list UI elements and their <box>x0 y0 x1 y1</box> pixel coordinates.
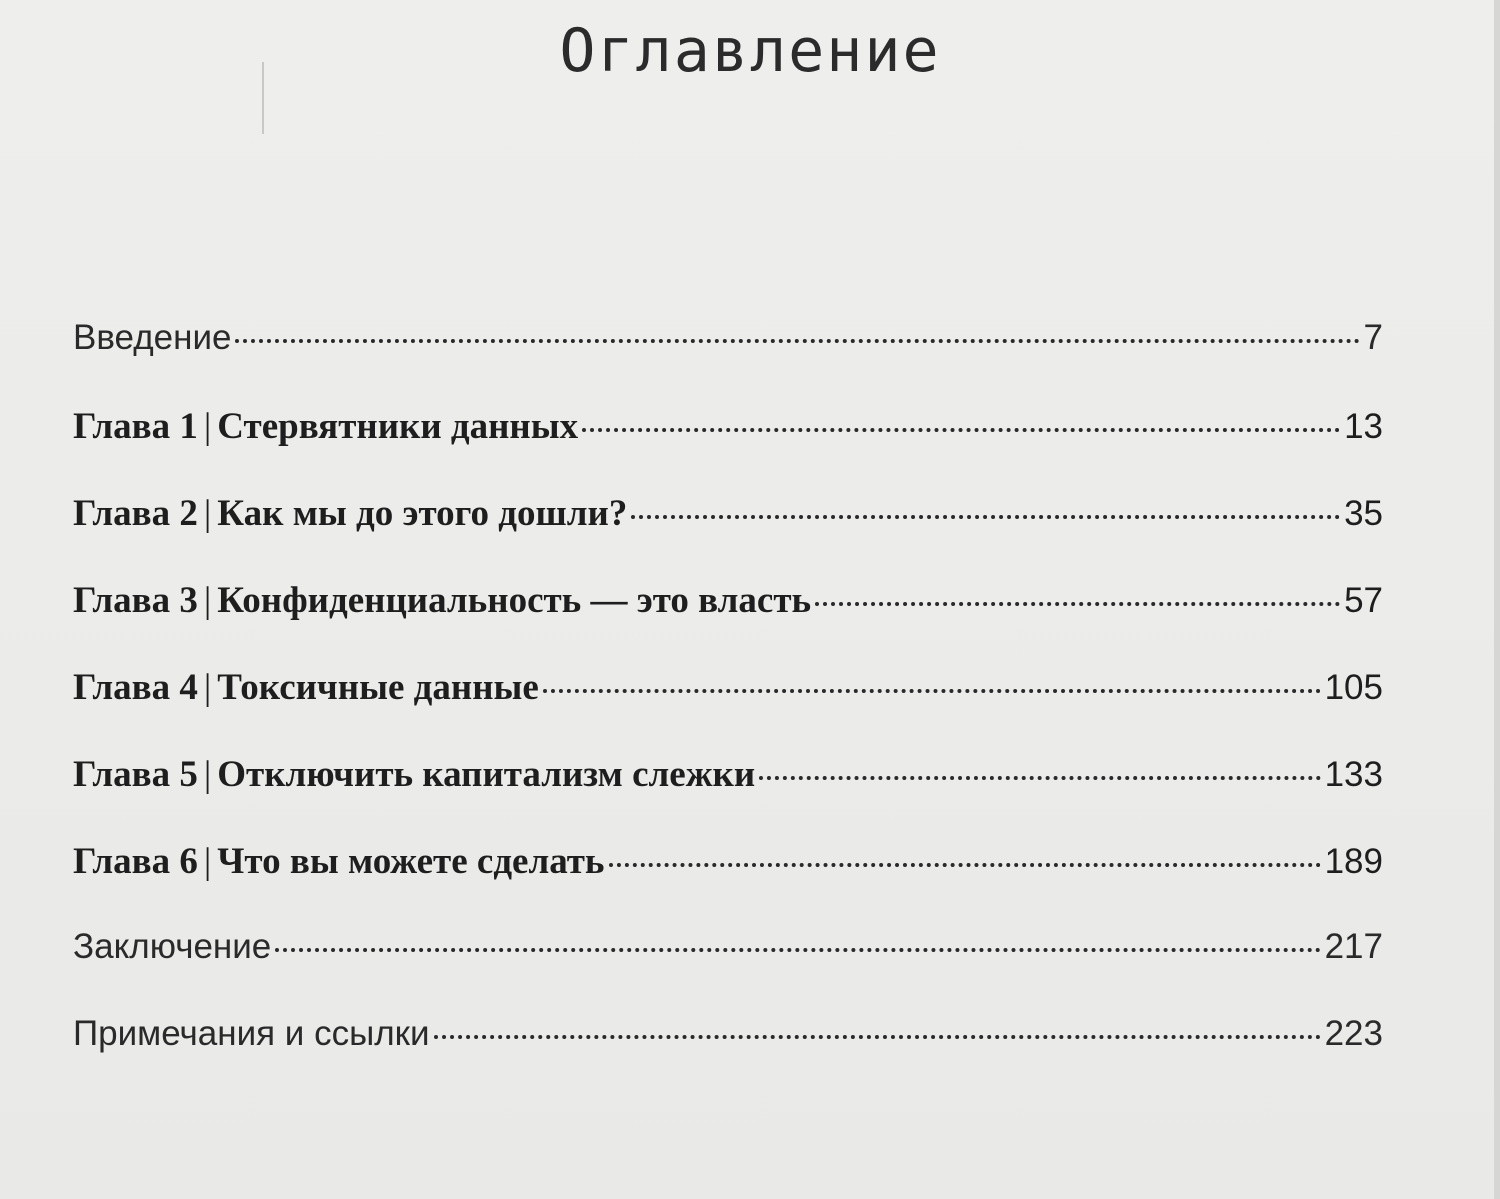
chapter-separator: | <box>203 493 212 534</box>
toc-entry-notes[interactable] <box>73 1014 1383 1101</box>
toc-entry-label: Конфиденциальность — это власть <box>217 580 812 621</box>
dot-leader <box>759 776 1320 780</box>
toc-entry-label: Заключение <box>73 927 272 966</box>
toc-entry-label: Токсичные данные <box>217 667 539 708</box>
toc-entry-page: 57 <box>1344 581 1383 620</box>
toc-entry-conclusion[interactable] <box>73 927 1383 1014</box>
toc-entry-page: 13 <box>1344 407 1383 446</box>
dot-leader <box>434 1035 1321 1039</box>
toc-entry-page: 133 <box>1324 755 1383 794</box>
chapter-number: Глава 6 <box>73 841 198 882</box>
chapter-number: Глава 2 <box>73 493 198 534</box>
toc-entry-chapter-4[interactable] <box>73 666 1383 753</box>
toc-entry-chapter-1[interactable] <box>73 405 1383 492</box>
toc-entry-chapter-6[interactable] <box>73 840 1383 927</box>
page-right-edge <box>1494 0 1500 1199</box>
chapter-separator: | <box>203 841 212 882</box>
toc-entry-page: 223 <box>1324 1014 1383 1053</box>
toc-entry-page: 105 <box>1324 668 1383 707</box>
toc-entry-label: Как мы до этого дошли? <box>217 493 628 534</box>
toc-entry-label: Что вы можете сделать <box>217 841 605 882</box>
toc-entry-label: Введение <box>73 318 232 357</box>
toc-entry-page: 189 <box>1324 842 1383 881</box>
dot-leader <box>609 863 1321 867</box>
toc-entry-chapter-5[interactable] <box>73 753 1383 840</box>
chapter-separator: | <box>203 667 212 708</box>
dot-leader <box>275 948 1320 952</box>
dot-leader <box>582 428 1340 432</box>
toc-entry-page: 217 <box>1324 927 1383 966</box>
chapter-number: Глава 4 <box>73 667 198 708</box>
table-of-contents <box>73 318 1383 1101</box>
dot-leader <box>543 689 1321 693</box>
chapter-number: Глава 1 <box>73 406 198 447</box>
toc-entry-label: Примечания и ссылки <box>73 1014 430 1053</box>
dot-leader <box>815 602 1340 606</box>
toc-entry-page: 7 <box>1363 318 1383 357</box>
toc-entry-chapter-2[interactable] <box>73 492 1383 579</box>
toc-entry-chapter-3[interactable] <box>73 579 1383 666</box>
chapter-number: Глава 5 <box>73 754 198 795</box>
toc-entry-label: Отключить капитализм слежки <box>217 754 756 795</box>
chapter-separator: | <box>203 580 212 621</box>
page-title: Оглавление <box>559 16 941 86</box>
dot-leader <box>631 515 1340 519</box>
toc-entry-page: 35 <box>1344 494 1383 533</box>
chapter-separator: | <box>203 406 212 447</box>
chapter-separator: | <box>203 754 212 795</box>
chapter-number: Глава 3 <box>73 580 198 621</box>
dot-leader <box>235 339 1359 343</box>
toc-entry-introduction[interactable] <box>73 318 1383 405</box>
toc-entry-label: Стервятники данных <box>217 406 579 447</box>
